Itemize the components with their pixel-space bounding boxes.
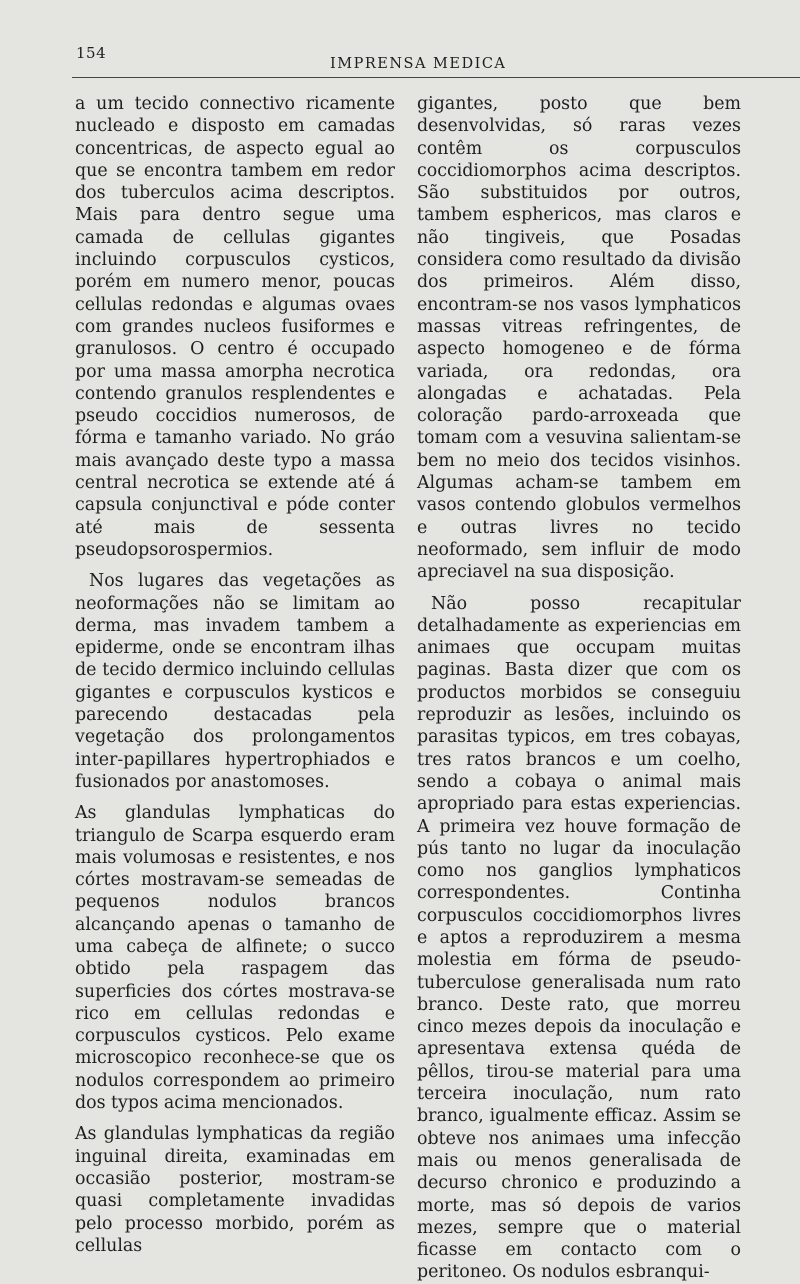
page-number: 154 <box>76 44 107 62</box>
right-column <box>417 93 741 1284</box>
paragraph: Nos lugares das vegetações as neoformações não se limitam ao derma, mas invadem tambem a epiderme, onde se encontram ilhas de tecido dermico incluindo cellulas gigantes e corpusculos kysticos e parecendo destacadas pela vegetação dos prolongamentos inter-papillares hypertrophiados e fusionados por anastomoses. <box>75 571 395 792</box>
left-column <box>75 93 395 1257</box>
paragraph: a um tecido connectivo ricamente nucleado e disposto em camadas concentricas, de aspecto egual ao que se encontra tambem em redor dos tuberculos acima descriptos. Mais para dentro segue uma camada de cellulas gigantes incluindo corpusculos cysticos, porém em numero menor, poucas cellulas redondas e algumas ovaes com grandes nucleos fusiformes e granulosos. O centro é occupado por uma massa amorpha necrotica contendo granulos resplendentes e pseudo coccidios numerosos, de fórma e tamanho variado. No gráo mais avançado deste typo a massa central necrotica se extende até á capsula conjunctival e póde conter até mais de sessenta pseudopsorospermios. <box>75 94 395 560</box>
paragraph: Não posso recapitular detalhadamente as experiencias em animaes que occupam muitas paginas. Basta dizer que com os productos morbidos se conseguiu reproduzir as lesões, incluindo os parasitas typicos, em tres cobayas, tres ratos brancos e um coelho, sendo a cobaya o animal mais apropriado para estas experiencias. A primeira vez houve formação de pús tanto no lugar da inoculação como nos ganglios lymphaticos correspondentes. Continha corpusculos coccidiomorphos livres e aptos a reproduzirem a mesma molestia em fórma de pseudo-tuberculose generalisada num rato branco. Deste rato, que morreu cinco mezes depois da inoculação e apresentava extensa quéda de pêllos, tirou-se material para uma terceira inoculação, num rato branco, igualmente efficaz. Assim se obteve nos animaes uma infecção mais ou menos generalisada de decurso chronico e produzindo a morte, mas só depois de varios mezes, sempre que o material ficasse em contacto com o peritoneo. Os nodulos esbranqui- <box>417 593 741 1283</box>
running-title: IMPRENSA MEDICA <box>330 56 507 72</box>
paragraph: As glandulas lymphaticas do triangulo de Scarpa esquerdo eram mais volumosas e resistentes, e nos córtes mostravam-se semeadas de pequenos nodulos brancos alcançando apenas o tamanho de uma cabeça de alfinete; o succo obtido pela raspagem das superficies dos córtes mostrava-se rico em cellulas redondas e corpusculos cysticos. Pelo exame microscopico reconhece-se que os nodulos correspondem ao primeiro dos typos acima mencionados. <box>75 803 395 1114</box>
paragraph: As glandulas lymphaticas da região inguinal direita, examinadas em occasião posterior, mostram-se quasi completamente invadidas pelo processo morbido, porém as cellulas <box>75 1124 395 1256</box>
header-rule <box>72 77 800 78</box>
paragraph: gigantes, posto que bem desenvolvidas, só raras vezes contêm os corpusculos coccidiomorphos acima descriptos. São substituidos por outros, tambem esphericos, mas claros e não tingiveis, que Posadas considera como resultado da divisão dos primeiros. Além disso, encontram-se nos vasos lymphaticos massas vitreas refringentes, de aspecto homogeneo e de fórma variada, ora redondas, ora alongadas e achatadas. Pela coloração pardo-arroxeada que tomam com a vesuvina salientam-se bem no meio dos tecidos visinhos. Algumas acham-se tambem em vasos contendo globulos vermelhos e outras livres no tecido neoformado, sem influir de modo apreciavel na sua disposição. <box>417 94 741 583</box>
